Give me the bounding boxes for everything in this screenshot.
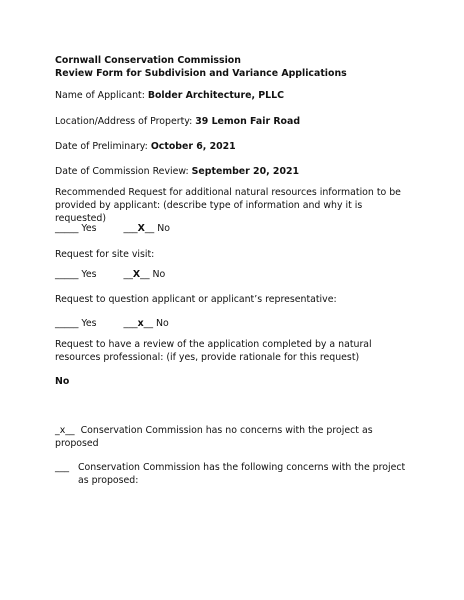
applicant-line [55, 89, 284, 102]
no-concerns-line [55, 424, 373, 437]
has-concerns-checkbox: ___ [55, 462, 70, 473]
preliminary-date-label: Date of Preliminary: [55, 141, 151, 152]
q2-no-label: No [152, 269, 166, 280]
review-date-label: Date of Commission Review: [55, 166, 192, 177]
q3-no-label: No [156, 318, 169, 329]
q3-yes-blank: _____ [55, 318, 79, 329]
q1-no-mark: X [137, 223, 145, 234]
no-concerns-checkbox: _x__ [55, 425, 75, 436]
no-concerns-text-cont: proposed [55, 438, 99, 449]
q2-answer-row [55, 268, 165, 281]
q4-text: Request to have a review of the application completed by a natural resources professional: (if yes, provide rationale for this request) [55, 339, 372, 363]
form-title: Review Form for Subdivision and Variance Applications [55, 68, 347, 79]
location-label: Location/Address of Property: [55, 116, 196, 127]
q2-no-checkbox: __X__ [123, 269, 150, 280]
preliminary-date-value: October 6, 2021 [150, 141, 236, 152]
q3-text: Request to question applicant or applicant’s representative: [55, 294, 337, 305]
q1-no-checkbox: ___X__ [123, 223, 155, 234]
q4-answer: No [55, 376, 70, 387]
q1-text: Recommended Request for additional natural resources information to be provided by applicant: (describe type of information and why it is requested) [55, 187, 401, 224]
review-date-value: September 20, 2021 [191, 166, 300, 177]
q1-no-label: No [157, 223, 170, 234]
q2-no-mark: X [132, 269, 141, 280]
applicant-value: Bolder Architecture, PLLC [147, 90, 284, 101]
q2-text: Request for site visit: [55, 249, 155, 260]
org-title: Cornwall Conservation Commission [55, 55, 241, 66]
preliminary-date-line [55, 140, 236, 153]
q1-answer-row [55, 222, 170, 235]
q2-yes-label: Yes [81, 269, 97, 280]
location-line [55, 115, 300, 128]
q3-answer-row [55, 317, 169, 330]
location-value: 39 Lemon Fair Road [195, 116, 301, 127]
q1-yes-blank: _____ [55, 223, 79, 234]
has-concerns-text-cont: as proposed: [78, 475, 139, 486]
q3-yes-label: Yes [81, 318, 97, 329]
has-concerns-line [55, 461, 405, 474]
no-concerns-text: Conservation Commission has no concerns with the project as [80, 425, 373, 436]
q2-yes-blank: _____ [55, 269, 79, 280]
review-date-line [55, 165, 299, 178]
has-concerns-text: Conservation Commission has the following concerns with the project [78, 462, 406, 473]
q3-no-checkbox: ___x__ [123, 318, 154, 329]
applicant-label: Name of Applicant: [55, 90, 148, 101]
q3-no-mark: x [137, 318, 144, 329]
q1-yes-label: Yes [81, 223, 97, 234]
